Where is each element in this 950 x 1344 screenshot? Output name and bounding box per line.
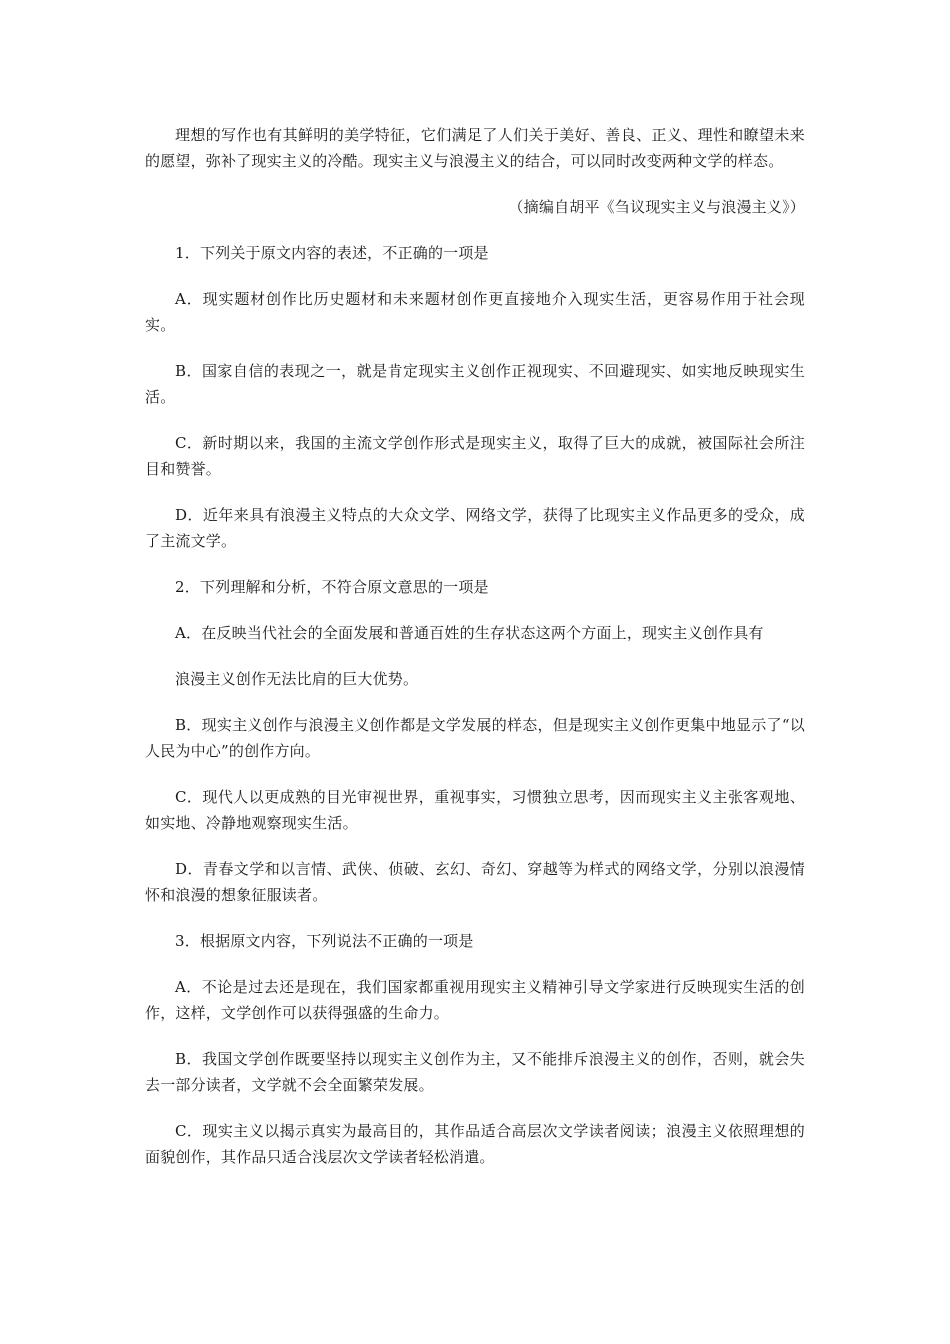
intro-paragraph: 理想的写作也有其鲜明的美学特征，它们满足了人们关于美好、善良、正义、理性和瞭望未来的愿望，弥补了现实主义的冷酷。现实主义与浪漫主义的结合，可以同时改变两种文学的样态。 bbox=[145, 126, 805, 170]
question-3-option-c: C．现实主义以揭示真实为最高目的，其作品适合高层次文学读者阅读；浪漫主义依照理想的面貌创作，其作品只适合浅层次文学读者轻松消遣。 bbox=[145, 1122, 805, 1166]
question-3-option-a: A．不论是过去还是现在，我们国家都重视用现实主义精神引导文学家进行反映现实生活的创作，这样，文学创作可以获得强盛的生命力。 bbox=[145, 978, 805, 1022]
question-2-option-d: D．青春文学和以言情、武侠、侦破、玄幻、奇幻、穿越等为样式的网络文学，分别以浪漫情怀和浪漫的想象征服读者。 bbox=[145, 860, 805, 904]
question-2-option-c: C．现代人以更成熟的目光审视世界，重视事实，习惯独立思考，因而现实主义主张客观地、如实地、冷静地观察现实生活。 bbox=[145, 788, 805, 832]
question-2-option-a-line1: A．在反映当代社会的全面发展和普通百姓的生存状态这两个方面上，现实主义创作具有 bbox=[175, 624, 764, 642]
question-1-option-b: B．国家自信的表现之一，就是肯定现实主义创作正视现实、不回避现实、如实地反映现实生活。 bbox=[145, 362, 805, 406]
document-page bbox=[145, 122, 805, 1170]
question-1-stem: 1．下列关于原文内容的表述，不正确的一项是 bbox=[175, 244, 489, 262]
question-1-option-c: C．新时期以来，我国的主流文学创作形式是现实主义，取得了巨大的成就，被国际社会所注目和赞誉。 bbox=[145, 434, 805, 478]
question-1-option-d: D．近年来具有浪漫主义特点的大众文学、网络文学，获得了比现实主义作品更多的受众，成了主流文学。 bbox=[145, 506, 805, 550]
question-3-option-b: B．我国文学创作既要坚持以现实主义创作为主，又不能排斥浪漫主义的创作，否则，就会失去一部分读者，文学就不会全面繁荣发展。 bbox=[145, 1050, 805, 1094]
question-2-stem: 2．下列理解和分析，不符合原文意思的一项是 bbox=[175, 578, 489, 596]
source-citation: （摘编自胡平《刍议现实主义与浪漫主义》） bbox=[508, 198, 805, 216]
question-3-stem: 3．根据原文内容，下列说法不正确的一项是 bbox=[175, 932, 474, 950]
question-2-option-a-line2: 浪漫主义创作无法比肩的巨大优势。 bbox=[175, 670, 419, 688]
question-1-option-a: A．现实题材创作比历史题材和未来题材创作更直接地介入现实生活，更容易作用于社会现实。 bbox=[145, 290, 805, 334]
question-2-option-b: B．现实主义创作与浪漫主义创作都是文学发展的样态，但是现实主义创作更集中地显示了“以人民为中心”的创作方向。 bbox=[145, 716, 805, 760]
